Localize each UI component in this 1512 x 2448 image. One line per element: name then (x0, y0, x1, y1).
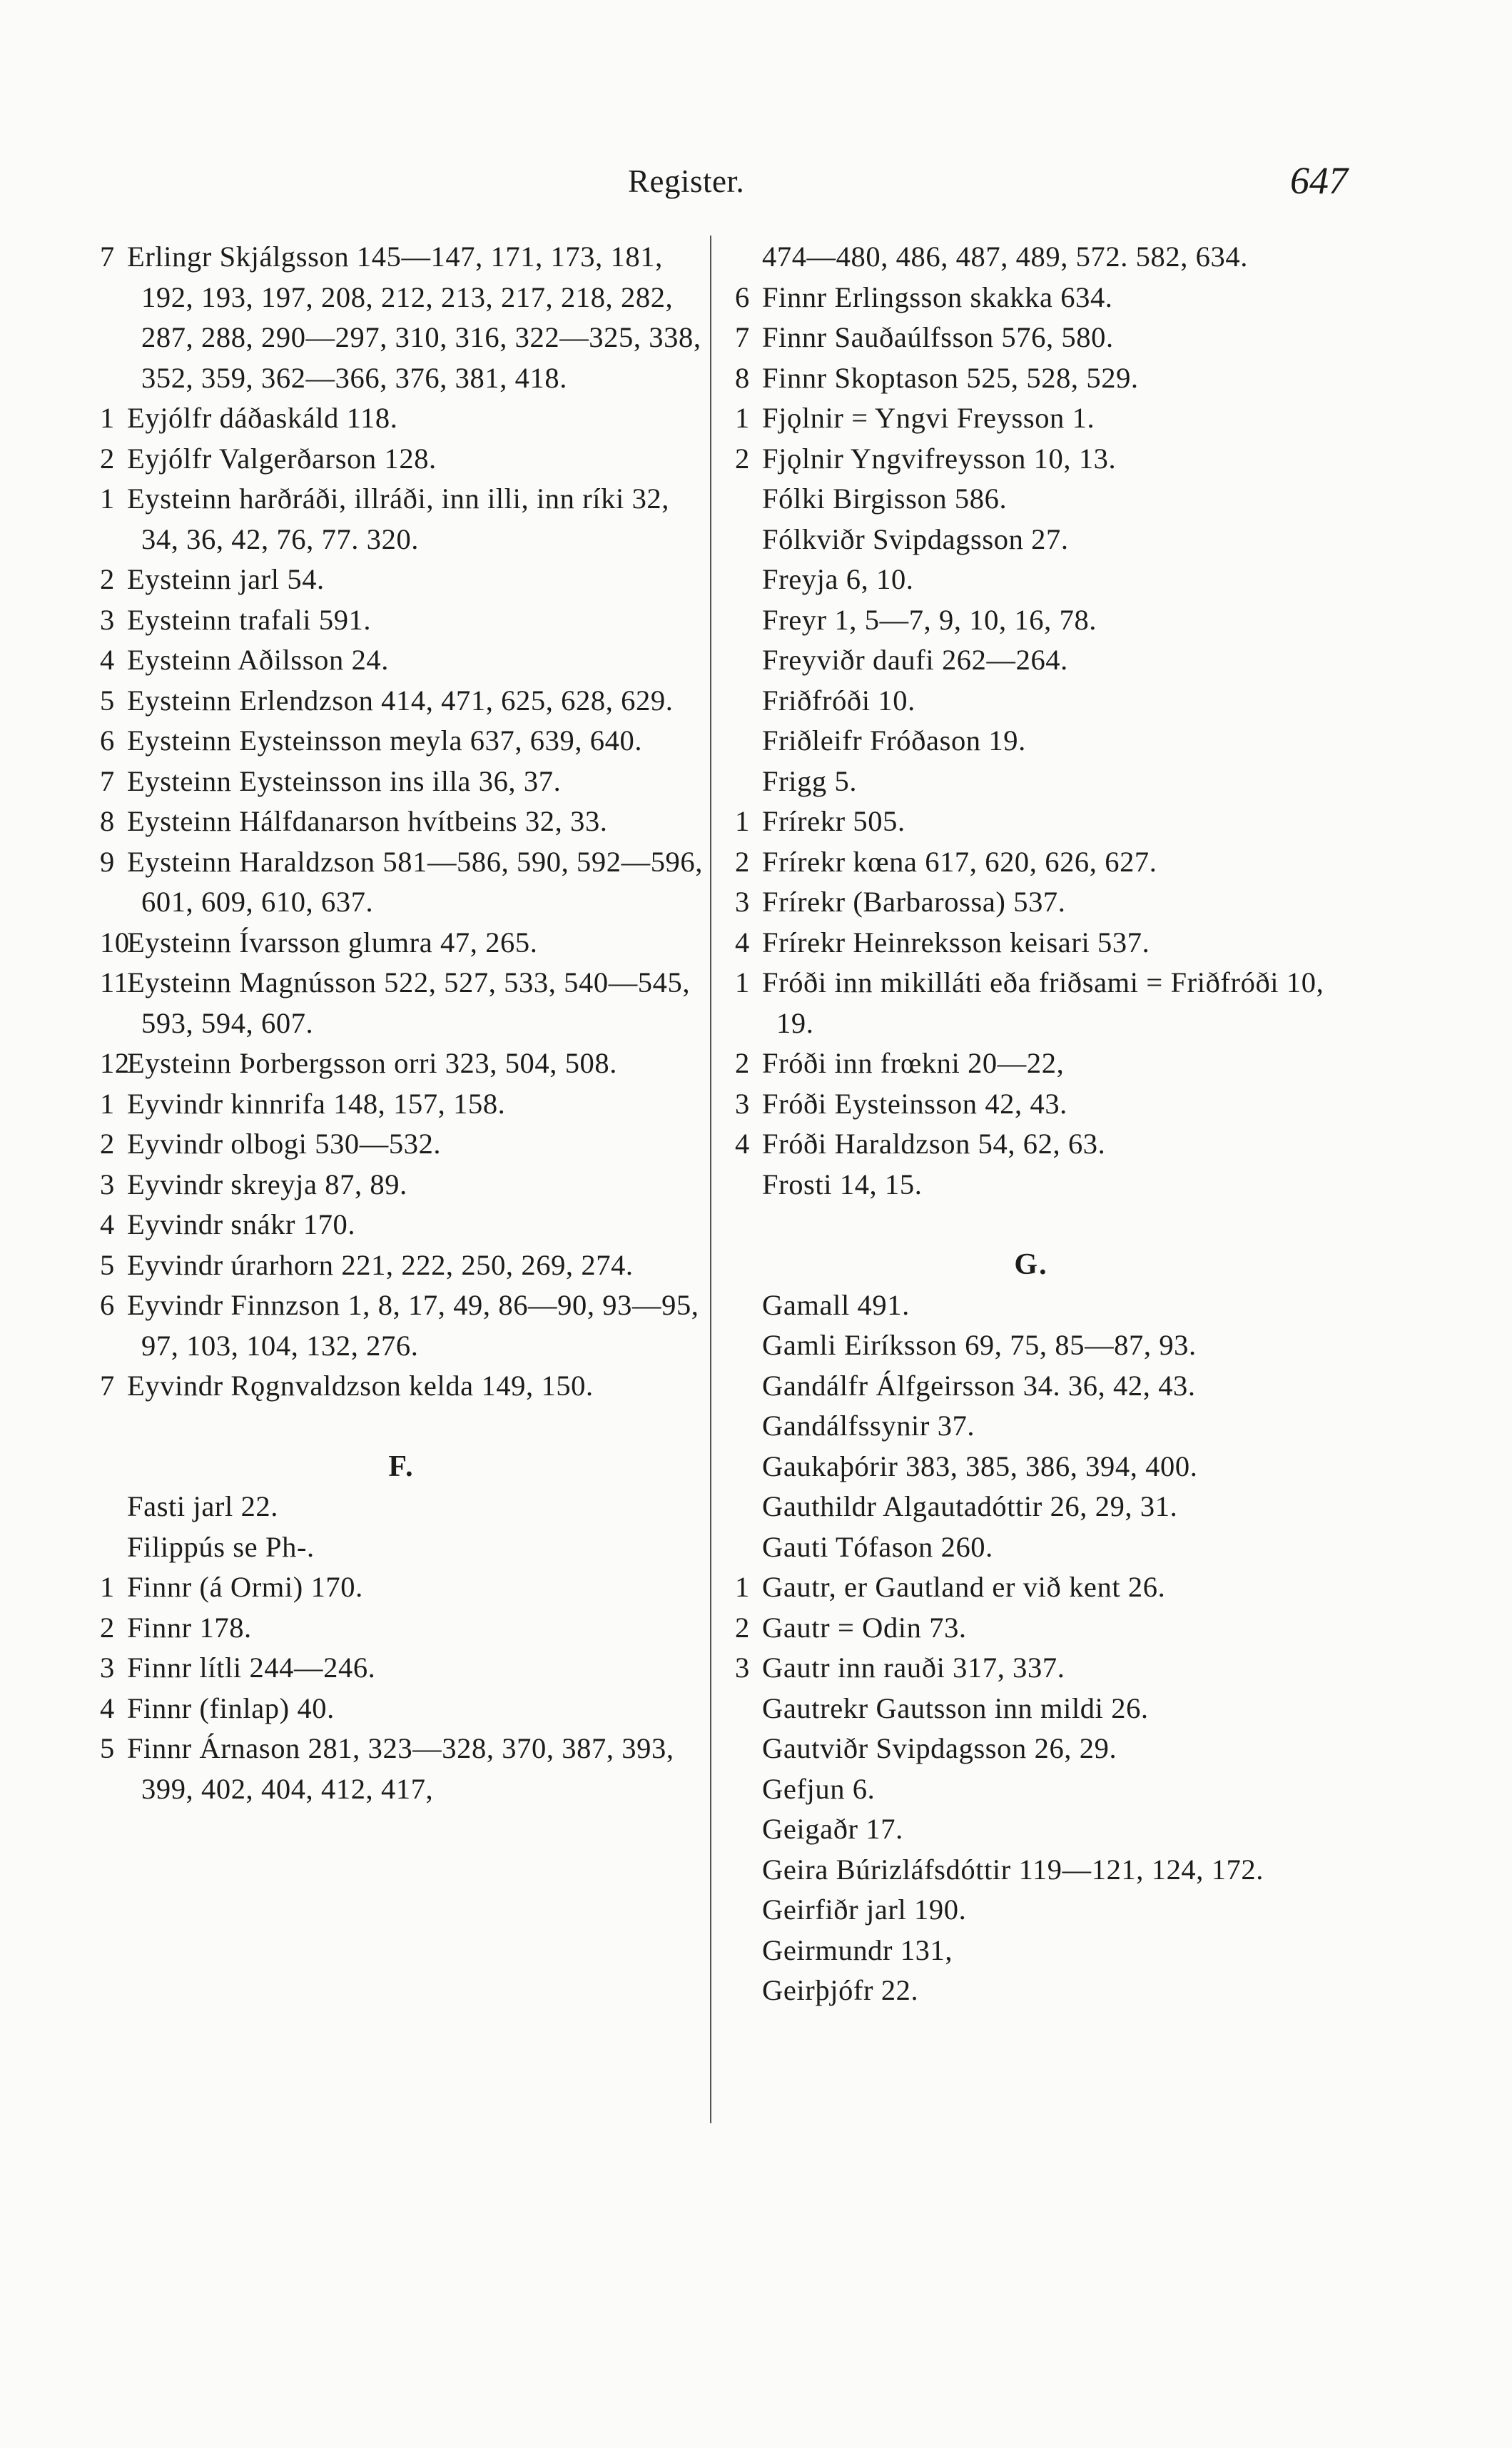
index-entry (100, 721, 703, 762)
index-entry (735, 1729, 1327, 1769)
entry-text: Erlingr Skjálgsson 145—147, 171, 173, 181, 192, 193, 197, 208, 212, 213, 217, 218, 282, 287, 288, 290—297, 310, 316, 322—325, 338, 352, 359, 362—366, 376, 381, 418. (127, 241, 701, 394)
index-entry (735, 600, 1327, 641)
entry-text: Fróði inn frœkni 20—22, (762, 1047, 1065, 1079)
entry-number: 1 (100, 482, 115, 515)
entry-number: 8 (100, 805, 115, 837)
index-entry (735, 801, 1327, 842)
entry-number: 12 (100, 1047, 130, 1079)
entry-text: Fróði inn mikilláti eða friðsami = Friðfróði 10, 19. (762, 966, 1324, 1039)
index-entry (735, 237, 1327, 278)
entry-text: Eysteinn trafali 591. (127, 603, 372, 636)
index-entry (735, 560, 1327, 600)
entry-number: 4 (100, 1208, 115, 1240)
index-entry (735, 640, 1327, 681)
index-entry (735, 1487, 1327, 1527)
entry-number: 5 (100, 1732, 115, 1764)
index-entry (100, 1689, 703, 1729)
section-heading-f: F. (388, 1450, 415, 1483)
entry-text: Frigg 5. (762, 764, 858, 797)
entry-number: 1 (735, 402, 750, 434)
entry-text: Eyvindr Rǫgnvaldzson kelda 149, 150. (127, 1370, 594, 1402)
entry-number: 11 (100, 966, 129, 998)
entry-text: Gautr, er Gautland er við kent 26. (762, 1571, 1166, 1603)
entry-number: 2 (735, 1047, 750, 1079)
entry-text: Eyvindr úrarhorn 221, 222, 250, 269, 274. (127, 1248, 634, 1281)
index-entry (100, 439, 703, 480)
index-entry (100, 762, 703, 802)
entry-text: Eyjólfr dáðaskáld 118. (127, 402, 398, 434)
index-entry (100, 1487, 703, 1527)
entry-number: 5 (100, 684, 115, 717)
index-entry (100, 600, 703, 641)
index-entry (100, 1366, 703, 1407)
index-entry (100, 1245, 703, 1286)
entry-text: Gandálfr Álfgeirsson 34. 36, 42, 43. (762, 1369, 1196, 1402)
entry-text: Fróði Haraldzson 54, 62, 63. (762, 1128, 1106, 1160)
index-entry (100, 1527, 703, 1568)
entry-text: Gauti Tófason 260. (762, 1530, 993, 1563)
index-entry (100, 1285, 703, 1366)
entry-text: Friðleifr Fróðason 19. (762, 724, 1026, 757)
entry-number: 1 (735, 1571, 750, 1603)
entry-number: 7 (100, 1370, 115, 1402)
index-entry (100, 1205, 703, 1245)
entry-text: Eyvindr skreyja 87, 89. (127, 1168, 407, 1200)
entry-text: Gautr = Odin 73. (762, 1611, 967, 1644)
entry-text: Finnr Árnason 281, 323—328, 370, 387, 393, 399, 402, 404, 412, 417, (127, 1732, 674, 1805)
index-entry (100, 479, 703, 560)
index-entry (100, 681, 703, 722)
index-entry (735, 1850, 1327, 1891)
entry-number: 2 (735, 845, 750, 878)
entry-text: Fólki Birgisson 586. (762, 482, 1008, 515)
entry-number: 10 (100, 926, 130, 959)
index-entry (735, 1124, 1327, 1165)
entry-text: Geira Búrizláfsdóttir 119—121, 124, 172. (762, 1853, 1264, 1886)
entry-number: 4 (100, 644, 115, 676)
index-entry (735, 923, 1327, 963)
entry-text: Gamall 491. (762, 1288, 910, 1321)
entry-number: 3 (735, 886, 750, 918)
index-entry (100, 963, 703, 1043)
section-gap (735, 1205, 1327, 1245)
entry-number: 2 (100, 1128, 115, 1160)
index-entry (735, 1567, 1327, 1608)
entry-number: 4 (735, 1128, 750, 1160)
entry-text: Geigaðr 17. (762, 1813, 903, 1845)
index-entry (100, 237, 703, 398)
index-entry (735, 1527, 1327, 1568)
left-column-entries (100, 237, 703, 1407)
index-entry (735, 1325, 1327, 1366)
entry-text: Geirmundr 131, (762, 1933, 953, 1966)
entry-text: Frírekr Heinreksson keisari 537. (762, 926, 1150, 959)
index-entry (735, 1447, 1327, 1487)
entry-number: 2 (100, 442, 115, 475)
index-entry (735, 681, 1327, 722)
entry-number: 6 (735, 280, 750, 313)
index-entry (100, 1648, 703, 1689)
entry-text: Frírekr 505. (762, 805, 905, 837)
index-entry (735, 762, 1327, 802)
index-entry (100, 1124, 703, 1165)
entry-text: Gandálfssynir 37. (762, 1410, 975, 1442)
entry-text: Finnr (finlap) 40. (127, 1691, 335, 1724)
index-entry (735, 1165, 1327, 1205)
entry-text: Eysteinn Haraldzson 581—586, 590, 592—596, 601, 609, 610, 637. (127, 845, 703, 918)
entry-number: 5 (100, 1248, 115, 1281)
index-entry (100, 923, 703, 963)
entry-text: Gefjun 6. (762, 1772, 876, 1805)
index-entry (100, 842, 703, 923)
entry-text: Gauthildr Algautadóttir 26, 29, 31. (762, 1490, 1178, 1522)
entry-number: 4 (100, 1691, 115, 1724)
entry-text: Gautrekr Gautsson inn mildi 26. (762, 1691, 1149, 1724)
entry-text: Finnr 178. (127, 1611, 252, 1644)
entry-text: Fjǫlnir Yngvifreysson 10, 13. (762, 442, 1117, 475)
index-entry (735, 1608, 1327, 1649)
page-number: 647 (1290, 159, 1348, 202)
index-entry (735, 520, 1327, 560)
entry-text: Eyjólfr Valgerðarson 128. (127, 442, 437, 475)
entry-text: Eyvindr Finnzson 1, 8, 17, 49, 86—90, 93—95, 97, 103, 104, 132, 276. (127, 1289, 699, 1362)
right-column-entries (735, 237, 1327, 1205)
entry-text: Gautviðr Svipdagsson 26, 29. (762, 1732, 1117, 1764)
entry-text: Finnr lítli 244—246. (127, 1652, 376, 1684)
entry-number: 1 (100, 402, 115, 434)
index-entry (735, 278, 1327, 318)
entry-text: Eysteinn Eysteinsson ins illa 36, 37. (127, 764, 562, 797)
index-entry (735, 721, 1327, 762)
index-entry (735, 1043, 1327, 1084)
entry-text: Fróði Eysteinsson 42, 43. (762, 1087, 1067, 1120)
section-heading-g: G. (1014, 1248, 1048, 1281)
entry-text: Finnr Sauðaúlfsson 576, 580. (762, 321, 1114, 353)
entry-number: 8 (735, 361, 750, 394)
entry-text: Eysteinn Magnússon 522, 527, 533, 540—545, 593, 594, 607. (127, 966, 691, 1039)
entry-text: Gaukaþórir 383, 385, 386, 394, 400. (762, 1450, 1198, 1482)
entry-number: 2 (735, 442, 750, 475)
index-entry (100, 801, 703, 842)
entry-text: Fasti jarl 22. (127, 1490, 279, 1522)
entry-text: Gamli Eiríksson 69, 75, 85—87, 93. (762, 1329, 1197, 1361)
entry-text: Eysteinn harðráði, illráði, inn illi, inn ríki 32, 34, 36, 42, 76, 77. 320. (127, 482, 670, 555)
entry-text: Eysteinn Aðilsson 24. (127, 644, 389, 676)
index-entry (735, 398, 1327, 439)
entry-number: 3 (100, 1168, 115, 1200)
column-divider (710, 236, 711, 2123)
index-entry (735, 1285, 1327, 1326)
index-entry (100, 398, 703, 439)
index-entry (735, 318, 1327, 358)
entry-text: Geirþjófr 22. (762, 1974, 919, 2006)
index-entry (735, 1809, 1327, 1850)
index-entry (100, 560, 703, 600)
section-g-entries (735, 1285, 1327, 2011)
index-entry (735, 1689, 1327, 1729)
entry-number: 4 (735, 926, 750, 959)
page-header-title: Register. (628, 163, 745, 199)
right-column (735, 237, 1327, 2011)
entry-number: 7 (100, 241, 115, 273)
entry-number: 7 (735, 321, 750, 353)
index-entry (735, 882, 1327, 923)
entry-text: Finnr Skoptason 525, 528, 529. (762, 361, 1139, 394)
entry-text: Freyr 1, 5—7, 9, 10, 16, 78. (762, 603, 1097, 636)
index-entry (100, 1165, 703, 1205)
entry-text: Frírekr kœna 617, 620, 626, 627. (762, 845, 1157, 878)
index-entry (100, 1729, 703, 1809)
index-entry (735, 1971, 1327, 2011)
entry-text: Eysteinn Ívarsson glumra 47, 265. (127, 926, 538, 959)
index-entry (735, 1366, 1327, 1407)
entry-text: Eysteinn Hálfdanarson hvítbeins 32, 33. (127, 805, 608, 837)
entry-text: Eyvindr snákr 170. (127, 1208, 356, 1240)
index-entry (100, 1043, 703, 1084)
section-f-entries (100, 1487, 703, 1809)
index-entry (100, 1567, 703, 1608)
entry-text: Eyvindr kinnrifa 148, 157, 158. (127, 1087, 506, 1120)
entry-text: Fjǫlnir = Yngvi Freysson 1. (762, 402, 1095, 434)
entry-number: 1 (100, 1571, 115, 1603)
index-entry (735, 479, 1327, 520)
entry-number: 9 (100, 845, 115, 878)
index-entry (735, 439, 1327, 480)
entry-number: 3 (100, 603, 115, 636)
entry-number: 2 (735, 1611, 750, 1644)
entry-number: 3 (100, 1652, 115, 1684)
entry-number: 3 (735, 1087, 750, 1120)
entry-number: 6 (100, 1289, 115, 1321)
index-entry (735, 358, 1327, 399)
index-entry (735, 1890, 1327, 1931)
entry-text: Friðfróði 10. (762, 684, 915, 717)
entry-text: 474—480, 486, 487, 489, 572. 582, 634. (762, 241, 1248, 273)
entry-text: Finnr (á Ormi) 170. (127, 1571, 363, 1603)
entry-number: 2 (100, 1611, 115, 1644)
left-column (100, 237, 703, 1809)
index-entry (100, 1084, 703, 1125)
entry-text: Finnr Erlingsson skakka 634. (762, 280, 1113, 313)
entry-number: 1 (735, 805, 750, 837)
index-entry (100, 640, 703, 681)
entry-text: Freyja 6, 10. (762, 563, 914, 595)
entry-text: Filippús se Ph-. (127, 1530, 315, 1563)
index-entry (735, 1406, 1327, 1447)
entry-number: 1 (735, 966, 750, 998)
entry-text: Eysteinn jarl 54. (127, 563, 325, 595)
entry-text: Eyvindr olbogi 530—532. (127, 1128, 442, 1160)
entry-text: Frosti 14, 15. (762, 1168, 923, 1200)
entry-number: 1 (100, 1087, 115, 1120)
index-entry (735, 1769, 1327, 1810)
entry-number: 7 (100, 764, 115, 797)
index-entry (735, 1648, 1327, 1689)
index-entry (735, 963, 1327, 1043)
entry-text: Geirfiðr jarl 190. (762, 1893, 967, 1926)
entry-text: Gautr inn rauði 317, 337. (762, 1652, 1065, 1684)
entry-text: Freyviðr daufi 262—264. (762, 644, 1068, 676)
section-gap (100, 1407, 703, 1447)
index-entry (735, 1084, 1327, 1125)
entry-text: Eysteinn Þorbergsson orri 323, 504, 508. (127, 1047, 617, 1079)
index-entry (735, 842, 1327, 883)
entry-text: Frírekr (Barbarossa) 537. (762, 886, 1066, 918)
entry-text: Eysteinn Eysteinsson meyla 637, 639, 640. (127, 724, 643, 757)
index-entry (735, 1931, 1327, 1971)
entry-text: Eysteinn Erlendzson 414, 471, 625, 628, 629. (127, 684, 674, 717)
entry-number: 3 (735, 1652, 750, 1684)
index-entry (100, 1608, 703, 1649)
entry-number: 2 (100, 563, 115, 595)
entry-text: Fólkviðr Svipdagsson 27. (762, 522, 1069, 555)
entry-number: 6 (100, 724, 115, 757)
